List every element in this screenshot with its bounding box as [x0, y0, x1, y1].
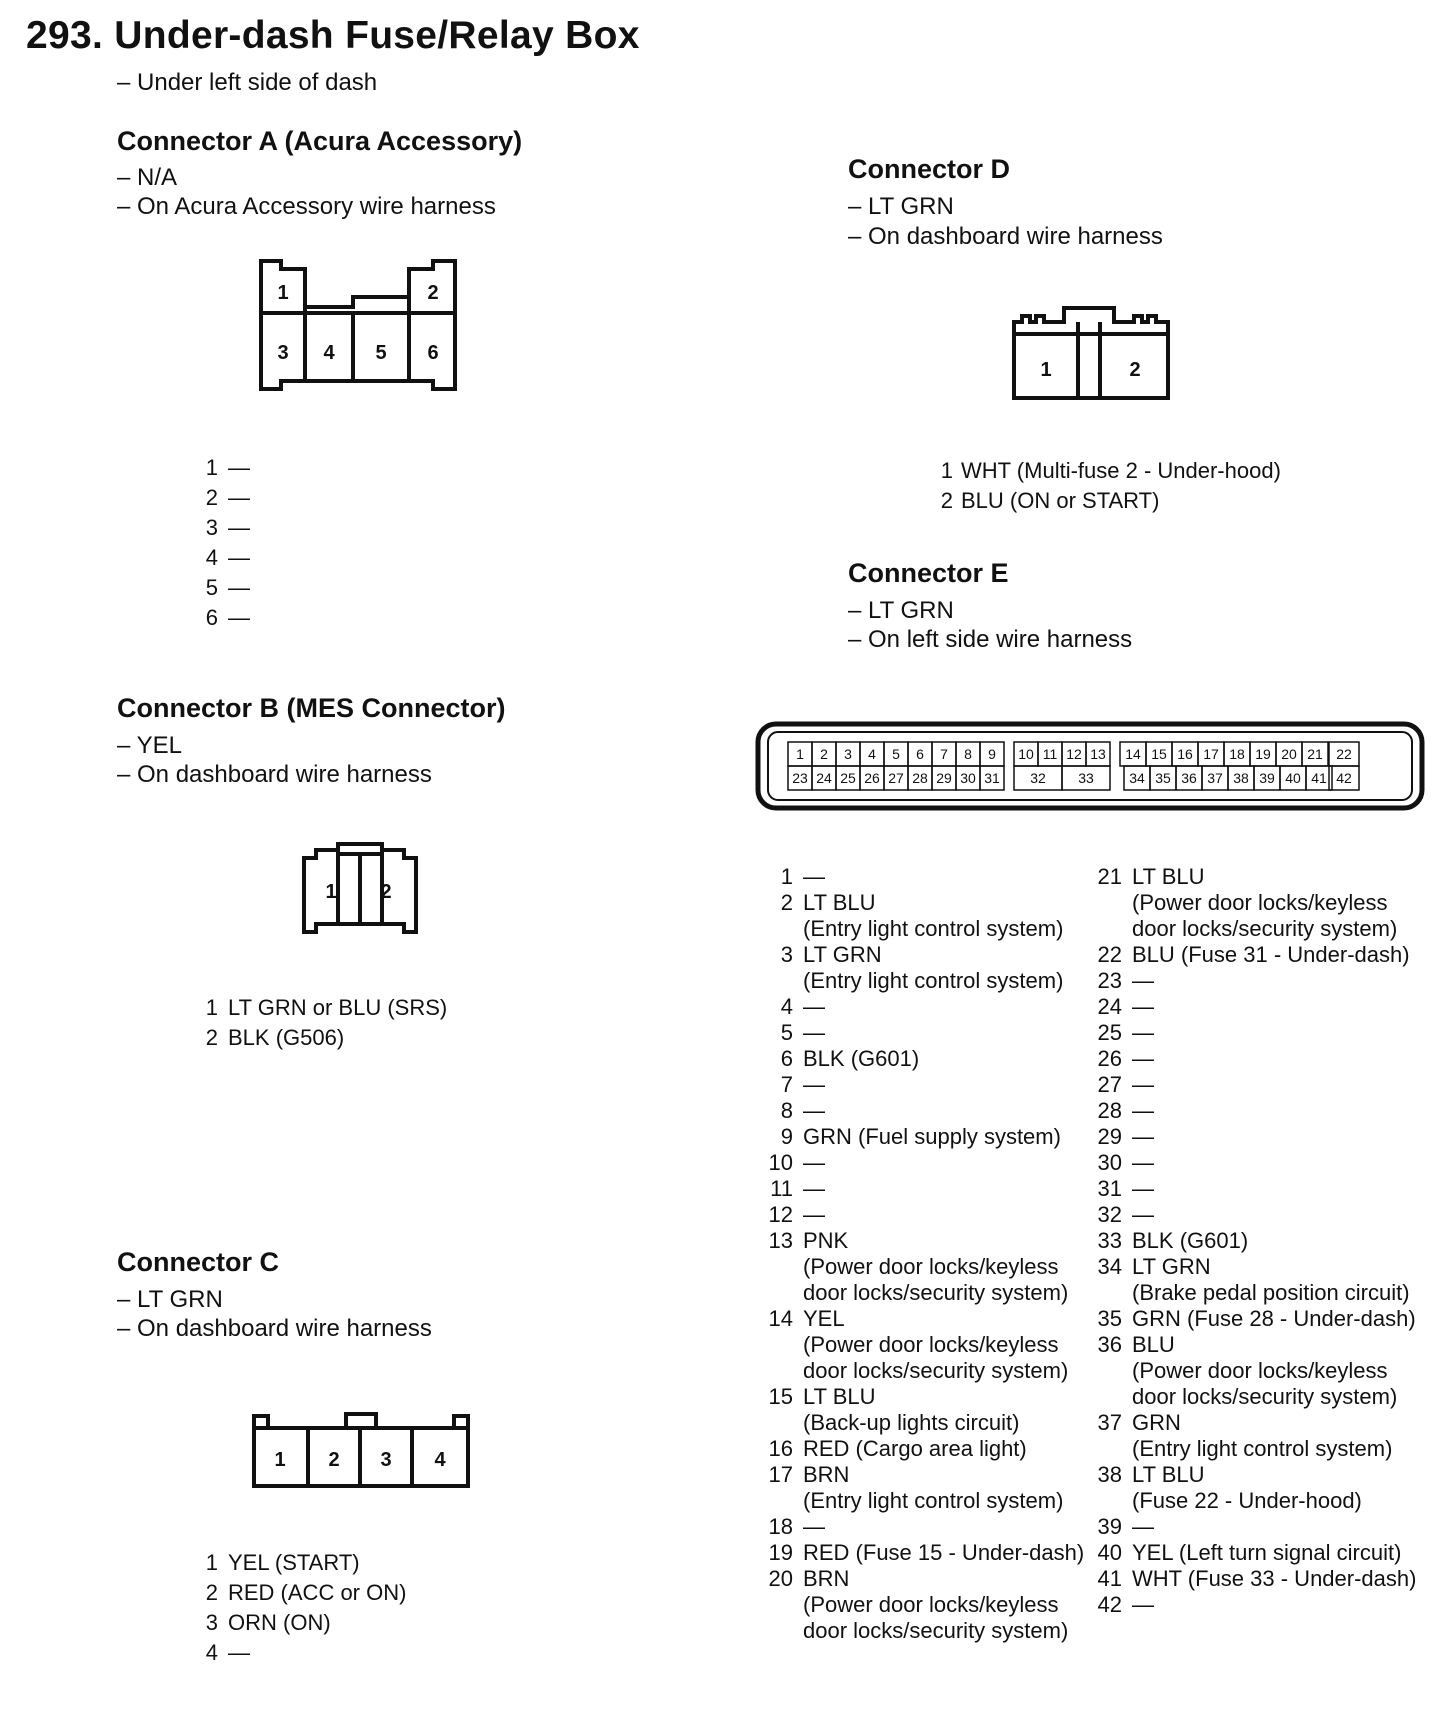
- connector-e-cavity: 1: [796, 746, 804, 762]
- connector-c-heading: Connector C: [117, 1247, 279, 1277]
- connector-e-cavity: 6: [916, 746, 924, 762]
- connector-e-cavity: 29: [936, 770, 952, 786]
- pin-row: 2 BLU (ON or START): [940, 488, 1160, 513]
- pin-row: 34 LT GRN (Brake pedal position circuit): [1097, 1254, 1410, 1305]
- connector-e-cavity: 3: [844, 746, 852, 762]
- connector-e-cavity: 11: [1042, 746, 1058, 762]
- pin-row: 3 LT GRN (Entry light control system): [780, 942, 1064, 993]
- connector-e-heading: Connector E: [848, 558, 1009, 588]
- connector-b-color: – YEL: [117, 732, 182, 759]
- connector-e-cavity: 18: [1229, 746, 1245, 762]
- pin-row: 3 —: [205, 515, 250, 540]
- connector-e-cavity: 7: [940, 746, 948, 762]
- pin-row: 1 WHT (Multi-fuse 2 - Under-hood): [940, 458, 1281, 483]
- connector-e-cavity: 38: [1233, 770, 1249, 786]
- connector-e-cavity: 36: [1181, 770, 1197, 786]
- pin-row: 16 RED (Cargo area light): [768, 1436, 1027, 1461]
- pin-row: 17 BRN (Entry light control system): [768, 1462, 1064, 1513]
- connector-e-cavity: 15: [1151, 746, 1167, 762]
- connector-e-cavity: 26: [864, 770, 880, 786]
- pin-row: 33 BLK (G601): [1097, 1228, 1249, 1253]
- pin-row: 15 LT BLU (Back-up lights circuit): [768, 1384, 1020, 1435]
- connector-b-heading: Connector B (MES Connector): [117, 693, 506, 723]
- connector-b-pin-list: [184, 993, 447, 1053]
- pin-row: 1 LT GRN or BLU (SRS): [205, 995, 448, 1020]
- pin-row: 3 ORN (ON): [205, 1610, 331, 1635]
- pin-row: 8 —: [780, 1098, 825, 1123]
- pin-row: 4 —: [780, 994, 825, 1019]
- connector-e-cavity: 28: [912, 770, 928, 786]
- connector-e-cavity: 21: [1307, 746, 1323, 762]
- connector-a-pin-list: [184, 453, 250, 633]
- pin-row: 1 —: [205, 455, 250, 480]
- pin-row: 5 —: [780, 1020, 825, 1045]
- connector-d-harness: – On dashboard wire harness: [848, 223, 1163, 250]
- connector-e-cavity: 31: [984, 770, 1000, 786]
- connector-e-cavity: 4: [868, 746, 876, 762]
- connector-e-cavity: 27: [888, 770, 904, 786]
- pin-row: 11 —: [770, 1176, 825, 1201]
- pin-row: 12 —: [768, 1202, 825, 1227]
- connector-c-pin-list: [184, 1548, 406, 1668]
- connector-a-cavity: 4: [323, 342, 335, 364]
- connector-d-diagram: [1008, 302, 1174, 406]
- connector-d-heading: Connector D: [848, 154, 1010, 184]
- pin-row: 40 YEL (Left turn signal circuit): [1097, 1540, 1402, 1565]
- connector-e-cavity: 25: [840, 770, 856, 786]
- connector-e-cavity: 23: [792, 770, 808, 786]
- connector-a-cavity: 5: [375, 342, 387, 364]
- connector-e-pin-list-right: [1087, 864, 1416, 1618]
- pin-row: 18 —: [768, 1514, 825, 1539]
- connector-d-pin-list: [927, 456, 1281, 516]
- pin-row: 41 WHT (Fuse 33 - Under-dash): [1097, 1566, 1417, 1591]
- pin-row: 2 —: [205, 485, 250, 510]
- connector-b-cavity: 2: [380, 881, 392, 903]
- pin-row: 26 —: [1097, 1046, 1154, 1071]
- pin-row: 20 BRN (Power door locks/keyless door locks/security system): [768, 1566, 1069, 1643]
- connector-e-cavity: 14: [1125, 746, 1141, 762]
- pin-row: 9 GRN (Fuel supply system): [780, 1124, 1061, 1149]
- connector-c-cavity: 1: [274, 1449, 286, 1471]
- connector-d-cavity: 2: [1129, 359, 1141, 381]
- connector-a-diagram: [255, 255, 465, 395]
- connector-e-cavity: 13: [1090, 746, 1106, 762]
- connector-a-heading: Connector A (Acura Accessory): [117, 126, 523, 156]
- connector-e-cavity: 41: [1311, 770, 1327, 786]
- connector-e-cavity: 30: [960, 770, 976, 786]
- pin-row: 29 —: [1097, 1124, 1154, 1149]
- pin-row: 42 —: [1097, 1592, 1154, 1617]
- connector-e-cavity: 34: [1129, 770, 1145, 786]
- pin-row: 4 —: [205, 1640, 250, 1665]
- connector-a-cavity: 6: [427, 342, 439, 364]
- connector-b-diagram: [298, 840, 424, 940]
- connector-a-cavity: 3: [277, 342, 289, 364]
- connector-b-cavity: 1: [325, 881, 337, 903]
- connector-e-cavity: 42: [1336, 770, 1352, 786]
- connector-e-cavity: 9: [988, 746, 996, 762]
- pin-row: 30 —: [1097, 1150, 1154, 1175]
- pin-row: 25 —: [1097, 1020, 1154, 1045]
- pin-row: 5 —: [205, 575, 250, 600]
- connector-a-color: – N/A: [117, 164, 178, 191]
- pin-row: 32 —: [1097, 1202, 1154, 1227]
- pin-row: 1 YEL (START): [205, 1550, 360, 1575]
- connector-e-cavity: 32: [1030, 770, 1046, 786]
- pin-row: 21 LT BLU (Power door locks/keyless door locks/security system): [1097, 864, 1398, 941]
- connector-a-harness: – On Acura Accessory wire harness: [117, 193, 496, 220]
- pin-row: 6 —: [205, 605, 250, 630]
- connector-e-cavity: 17: [1203, 746, 1219, 762]
- pin-row: 2 RED (ACC or ON): [205, 1580, 407, 1605]
- connector-e-cavity: 37: [1207, 770, 1223, 786]
- connector-e-cavity: 24: [816, 770, 832, 786]
- connector-e-cavity: 39: [1259, 770, 1275, 786]
- connector-c-diagram: [248, 1406, 474, 1496]
- connector-e-cavity: 35: [1155, 770, 1171, 786]
- pin-row: 22 BLU (Fuse 31 - Under-dash): [1097, 942, 1410, 967]
- connector-e-diagram: [754, 720, 1426, 816]
- pin-row: 14 YEL (Power door locks/keyless door locks/security system): [768, 1306, 1069, 1383]
- connector-c-harness: – On dashboard wire harness: [117, 1315, 432, 1342]
- pin-row: 1 —: [780, 864, 825, 889]
- connector-e-cavity: 8: [964, 746, 972, 762]
- pin-row: 13 PNK (Power door locks/keyless door locks/security system): [768, 1228, 1069, 1305]
- pin-row: 2 BLK (G506): [205, 1025, 345, 1050]
- connector-e-cavity: 5: [892, 746, 900, 762]
- pin-row: 37 GRN (Entry light control system): [1097, 1410, 1393, 1461]
- pin-row: 31 —: [1097, 1176, 1154, 1201]
- connector-e-cavity: 20: [1281, 746, 1297, 762]
- connector-b-harness: – On dashboard wire harness: [117, 761, 432, 788]
- location-note: – Under left side of dash: [117, 69, 378, 96]
- connector-e-cavity: 19: [1255, 746, 1271, 762]
- pin-row: 35 GRN (Fuse 28 - Under-dash): [1097, 1306, 1416, 1331]
- connector-e-color: – LT GRN: [848, 597, 954, 624]
- pin-row: 6 BLK (G601): [780, 1046, 920, 1071]
- pin-row: 19 RED (Fuse 15 - Under-dash): [768, 1540, 1085, 1565]
- pin-row: 23 —: [1097, 968, 1154, 993]
- connector-a-cavity: 2: [427, 282, 439, 304]
- connector-c-cavity: 4: [434, 1449, 446, 1471]
- pin-row: 38 LT BLU (Fuse 22 - Under-hood): [1097, 1462, 1362, 1513]
- connector-e-cavity: 10: [1018, 746, 1034, 762]
- connector-e-cavity: 22: [1336, 746, 1352, 762]
- pin-row: 27 —: [1097, 1072, 1154, 1097]
- pin-row: 7 —: [780, 1072, 825, 1097]
- connector-d-color: – LT GRN: [848, 193, 954, 220]
- page-title: 293. Under-dash Fuse/Relay Box: [26, 14, 640, 57]
- connector-e-cavity: 2: [820, 746, 828, 762]
- connector-c-cavity: 3: [380, 1449, 392, 1471]
- pin-row: 36 BLU (Power door locks/keyless door locks/security system): [1097, 1332, 1398, 1409]
- pin-row: 4 —: [205, 545, 250, 570]
- connector-e-cavity: 33: [1078, 770, 1094, 786]
- connector-e-cavity: 12: [1066, 746, 1082, 762]
- pin-row: 2 LT BLU (Entry light control system): [780, 890, 1064, 941]
- pin-row: 39 —: [1097, 1514, 1154, 1539]
- pin-row: 10 —: [768, 1150, 825, 1175]
- connector-d-cavity: 1: [1040, 359, 1052, 381]
- connector-c-color: – LT GRN: [117, 1286, 223, 1313]
- connector-e-cavity: 40: [1285, 770, 1301, 786]
- connector-e-harness: – On left side wire harness: [848, 626, 1133, 653]
- pin-row: 28 —: [1097, 1098, 1154, 1123]
- connector-c-cavity: 2: [328, 1449, 340, 1471]
- connector-e-cavity: 16: [1177, 746, 1193, 762]
- connector-a-cavity: 1: [277, 282, 289, 304]
- connector-e-pin-list-left: [758, 864, 1084, 1644]
- pin-row: 24 —: [1097, 994, 1154, 1019]
